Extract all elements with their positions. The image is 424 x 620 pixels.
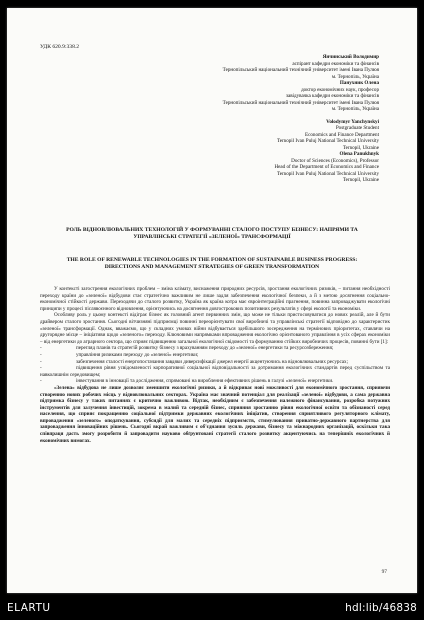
author-name: Янчинський Володимир	[322, 54, 379, 60]
author-line: Тернопільський національний технічний університет імені Івана Пулюя	[222, 99, 379, 106]
author-line: Ternopil, Ukraine	[342, 177, 379, 183]
page-number: 97	[381, 569, 387, 575]
bold-paragraph: «Зелена» відбудова не лише дозволяє зменшити екологічні ризики, а й відкриває нові можливості для економічного зростання, сприяючи створенню нових робочих місць у відновлювальних секторах. Україна має значний потенціал для реалізації «зеленої» відбудови, а сама державна підтримка бізнесу у таких питаннях є критично важливою. Відтак, необхідним є забезпечення належного фінансування, розробка потужних інструментів для залучення інвестицій, зокрема в малий та середній бізнес, сприяння зростанню рівня екологічної освіти та обізнаності серед населення, що сприяє покращенню соціальної підтримки державних екологічних ініціатив, створення сприятливого регуляторного клімату, впровадження «зеленого» оподаткування, субсидії для малих та середніх підприємств, стимулювання приватно-державного партнерства для запровадження інноваційних рішень. Сьогодні вкрай важливим є об'єднання зусиль держави, бізнесу та міжнародних організацій, оскільки така співпраця дасть змогу розробити й запровадити науково обґрунтовані стратегії сталого розвитку акцентуючись на теперішніх екологічних й економічних вимогах.	[40, 384, 390, 444]
title-ukrainian: РОЛЬ ВІДНОВЛЮВАЛЬНИХ ТЕХНОЛОГІЙ У ФОРМУВАННІ СТАЛОГО ПОСТУПУ БІЗНЕСУ: НАПРЯМИ ТА УПРАВЛІНСЬКІ СТРАТЕГІЇ «ЗЕЛЕНОЇ» ТРАНСФОРМАЦІЇ	[66, 227, 358, 240]
author-line: Economics and Finance Department	[305, 131, 379, 138]
paragraph: Особливу роль у цьому контексті відіграє бізнес як головний агент первинних змін, що може не тільки пристосовуватися до нових реалій, але й бути драйвером сталого зростання. Сьогодні вітчизняні підприємці повинні переорієнтувати свої виробничі та управлінські стратегії відповідно до характеристик «зеленої» трансформації. Однак, вважаємо, що у складних умовах війни відбувається здебільшого зосередження на термінових пріоритетах, ставлячи на другорядне місце – ініціативи щодо «зеленого» переходу. Ключовими напрямками впровадження екологічно орієнтованого управління в усіх сферах економіки – від енергетики до аграрного сектора, що сприяє підвищенню загальної екологічної свідомості та формуванню стійких виробничих процесів, повинні бути [1]:	[40, 312, 390, 345]
title-english: THE ROLE OF RENEWABLE TECHNOLOGIES IN THE FORMATION OF SUSTAINABLE BUSINESS PROGRESS: DIRECTIONS AND MANAGEMENT STRATEGIES OF GREEN TRANSFORMATION	[66, 257, 358, 270]
author-line: Ternopil, Ukraine	[342, 144, 379, 151]
author-line: доктор економічних наук, професор	[301, 86, 379, 93]
author-en-1	[139, 119, 379, 152]
handle-identifier: hdl:lib/46838	[345, 602, 417, 614]
article-body	[40, 286, 390, 444]
author-line: аспірант кафедри економіки та фінансів	[292, 60, 379, 67]
author-line: завідувачка кафедри економіки та фінансів	[285, 93, 379, 99]
author-uk-1	[139, 54, 379, 80]
authors-block	[139, 54, 379, 184]
list-item: - підвищення рівня усвідомленості корпоративної соціальної відповідальності за дотримання екологічних стандартів перед суспільством та навколишнім середовищем;	[40, 365, 390, 378]
author-name: Панухник Олена	[339, 80, 379, 86]
author-en-2	[139, 151, 379, 184]
paragraph: У контексті загострення екологічних проблем – зміна клімату, виснаження природних ресурсів, зростання екологічних ризиків, – питання необхідності переходу країни до «зеленої» відбудови стає стратегічно важливим не лише задля забезпечення екологічної безпеки, а й з метою досягнення соціально-економічної стійкості держави. Переходячи до сталого розвитку, Україна як країна котра має євроінтеграційні прагнення, повинна запроваджувати екологічні принципи у процесі післявоєнного відновлення, орієнтуючись на досягнення довгострокових позитивних результатів у сфері екології та економіки.	[40, 286, 390, 312]
list-item: - інвестування в інновації та дослідження, спрямовані на вироблення ефективних рішень в галузі «зеленої» енергетики.	[40, 378, 334, 385]
author-uk-2	[139, 80, 379, 113]
author-name: Volodymyr Yanchynskyi	[326, 118, 379, 125]
author-line: Postgraduate Student	[335, 125, 379, 131]
repository-footer	[0, 599, 424, 620]
author-line: Ternopil Ivan Puluj National Technical University	[276, 138, 379, 144]
list-item: - перегляд планів та стратегій розвитку бізнесу з врахуванням переходу до «зеленої» енергетики та ресурсозбереження;	[40, 345, 334, 352]
udk-code: УДК 620.9:338.2	[40, 44, 80, 50]
list-item: - управління ризиками переходу до «зеленої» енергетики;	[40, 351, 199, 358]
author-line: Ternopil Ivan Puluj National Technical University	[276, 170, 379, 177]
author-line: Тернопільський національний технічний університет імені Івана Пулюя	[222, 67, 379, 73]
author-line: Doctor of Sciences (Economics), Professor	[291, 157, 379, 164]
author-line: Head of the Department of Economics and Finance	[274, 164, 379, 170]
repository-name: ELARTU	[7, 602, 51, 614]
document-page	[7, 8, 417, 593]
bullet-list	[40, 345, 390, 385]
author-line: м. Тернопіль, Україна	[331, 106, 379, 112]
author-name: Olena Panukhnyk	[339, 151, 379, 157]
author-line: м. Тернопіль, Україна	[331, 73, 379, 80]
list-item: - забезпечення сталості енергопостачання завдяки диверсифікації джерел енергії акцентуючись на відновлювальних ресурсах;	[40, 358, 348, 365]
